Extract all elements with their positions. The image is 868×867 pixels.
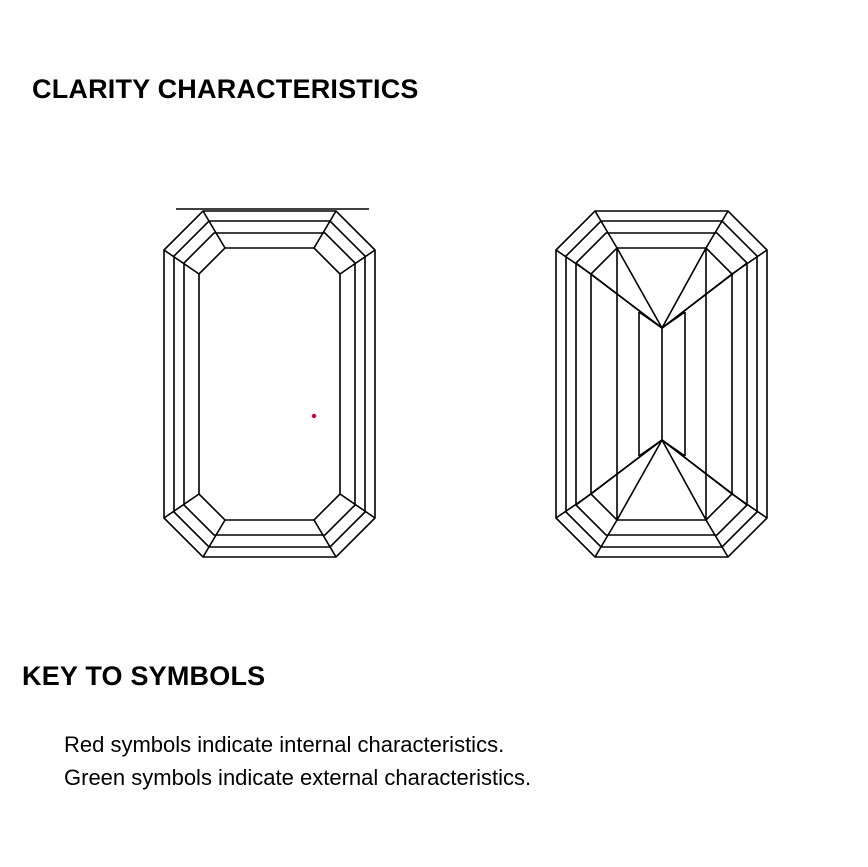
pavilion-facet-bottom-right-b xyxy=(662,440,706,520)
pavilion-apex-right-short xyxy=(662,312,685,328)
pavilion-corner-line-tl2 xyxy=(595,211,617,248)
pavilion-corner-line-bl2 xyxy=(595,520,617,557)
pavilion-facet-top-right-b xyxy=(662,248,706,328)
crown-outer-octagon xyxy=(164,211,375,557)
gem-diagram-area xyxy=(0,160,868,620)
legend-internal-characteristics: Red symbols indicate internal characteristics. xyxy=(64,732,505,757)
pavilion-apex-left-short xyxy=(639,312,662,328)
crown-table-octagon xyxy=(199,248,340,520)
crown-corner-line-tr2 xyxy=(314,211,336,248)
crown-corner-line-tl2 xyxy=(203,211,225,248)
crown-corner-line-br2 xyxy=(314,520,336,557)
internal-inclusion-mark xyxy=(312,414,316,418)
pavilion-apex-right-short-b xyxy=(662,440,685,456)
emerald-cut-pavilion-diagram xyxy=(556,211,767,557)
legend-external-characteristics: Green symbols indicate external characteristics. xyxy=(64,765,532,790)
emerald-cut-crown-diagram xyxy=(164,209,375,557)
key-to-symbols-heading: KEY TO SYMBOLS xyxy=(22,661,266,691)
crown-corner-line-bl2 xyxy=(203,520,225,557)
pavilion-corner-line-tr2 xyxy=(706,211,728,248)
gem-diagrams-svg xyxy=(0,160,868,620)
pavilion-apex-left-short-b xyxy=(639,440,662,456)
clarity-characteristics-heading: CLARITY CHARACTERISTICS xyxy=(32,74,419,104)
crown-step-octagon xyxy=(184,233,355,535)
pavilion-corner-line-br2 xyxy=(706,520,728,557)
